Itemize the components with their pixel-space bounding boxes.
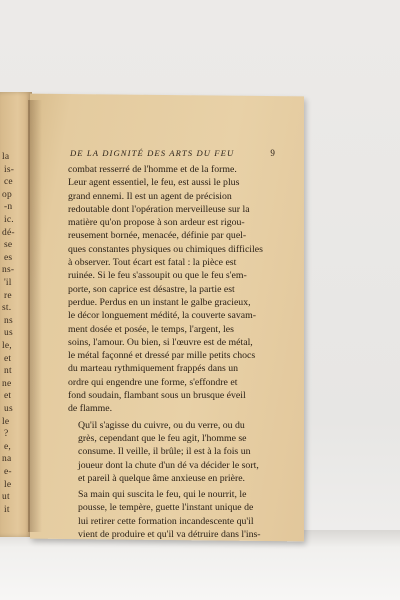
text-line: joueur dont la chute d'un dé va décider le sort, [78, 459, 259, 471]
left-page-text-fragment: dé- [2, 227, 15, 238]
text-line: combat resserré de l'homme et de la forme. [68, 164, 237, 175]
text-line: grand ennemi. Il est un agent de précision [68, 190, 232, 202]
left-page-text-fragment: ? [4, 429, 9, 440]
left-page-text-fragment: ns [4, 315, 13, 326]
left-page-text-fragment: le, [2, 341, 12, 351]
left-page-text-fragment: st. [2, 303, 12, 314]
text-line: Qu'il s'agisse du cuivre, ou du verre, ou du [78, 419, 245, 431]
left-page-text-fragment: ut [2, 492, 10, 503]
left-page-text-fragment: nt [4, 366, 12, 377]
left-page-text-fragment: es [4, 252, 13, 263]
left-page-text-fragment: op [2, 189, 12, 200]
text-line: pousse, le tempère, guette l'instant unique de [78, 502, 254, 514]
left-page-text-fragment: et [4, 391, 12, 402]
paragraph [68, 488, 292, 541]
running-header [70, 148, 294, 158]
text-line: grès, cependant que le feu agit, l'homme se [78, 432, 247, 444]
text-line: à observer. Tout écart est fatal : la pièce est [68, 257, 237, 269]
paragraph [68, 163, 292, 416]
left-page-text-fragment: na [2, 454, 12, 465]
running-title: DE LA DIGNITÉ DES ARTS DU FEU [70, 148, 235, 158]
left-page-text-fragment: se [4, 240, 13, 251]
left-page-text-fragment: ce [4, 177, 13, 188]
text-line: du marteau rythmiquement frappés dans un [68, 363, 239, 375]
left-page-text-fragment: it [4, 504, 10, 515]
page-number: 9 [270, 148, 276, 158]
text-line: consume. Il veille, il brûle; il est à la fois un [78, 446, 251, 458]
left-page-text-fragment: re [4, 290, 12, 301]
text-line: ruinée. Si le feu s'assoupit ou que le feu s'em- [68, 270, 247, 282]
text-line: reusement bornée, menacée, définie par quel- [68, 230, 247, 242]
text-line: le métal façonné et dressé par mille petits chocs [68, 350, 256, 362]
left-page-text-fragment: e, [4, 441, 11, 452]
left-page-text-fragment: le [2, 416, 10, 427]
text-line: de flamme. [68, 403, 113, 415]
left-page-text-fragment: et [4, 353, 12, 364]
text-line: fond soudain, flambant sous un brusque éveil [68, 390, 246, 402]
text-line: lui retirer cette formation incandescente qu'il [78, 515, 254, 527]
text-line: et pareil à quelque âme anxieuse en prière. [78, 472, 246, 484]
text-line: matière qu'on propose à son ardeur est rigou- [68, 217, 245, 229]
left-page-text-fragment: ns- [2, 265, 15, 276]
text-line: soins, l'amour. Ou bien, si l'œuvre est de métal, [68, 336, 253, 348]
left-page-text-fragment: us [4, 328, 13, 339]
text-line: le décor longuement médité, la couverte savam- [68, 310, 256, 322]
text-line: vient de produire et qu'il va détruire dans l'ins- [78, 529, 261, 541]
left-page-text-fragment: -n [4, 202, 13, 213]
text-line: porte, son caprice est désastre, la partie est [68, 283, 235, 295]
gutter-shadow [28, 100, 42, 532]
left-page-text-fragment: us [4, 404, 13, 414]
text-line: perdue. Perdus en un instant le galbe gracieux, [68, 296, 251, 308]
text-line: Leur agent essentiel, le feu, est aussi le plus [68, 177, 240, 189]
text-line: ques constantes physiques ou chimiques difficiles [68, 243, 263, 255]
paragraph [68, 419, 292, 485]
text-line: redoutable dont l'opération merveilleuse sur la [68, 203, 250, 215]
text-line: Sa main qui suscita le feu, qui le nourrit, le [78, 489, 247, 501]
text-line: ment dosée et posée, le temps, l'argent, les [68, 323, 234, 335]
text-line: ordre qui engendre une forme, s'effondre et [68, 376, 238, 388]
left-page-text-fragment: la [2, 152, 10, 162]
left-page-text-fragment: is- [4, 164, 15, 175]
page-body-text [68, 163, 292, 544]
left-page-text-fragment: ic. [4, 215, 14, 225]
left-page-text-fragment: le [4, 479, 12, 490]
left-page-text-fragment: e- [4, 467, 12, 477]
left-page-text-fragment: 'il [4, 278, 12, 288]
left-page-text-fragment: ne [2, 378, 12, 389]
